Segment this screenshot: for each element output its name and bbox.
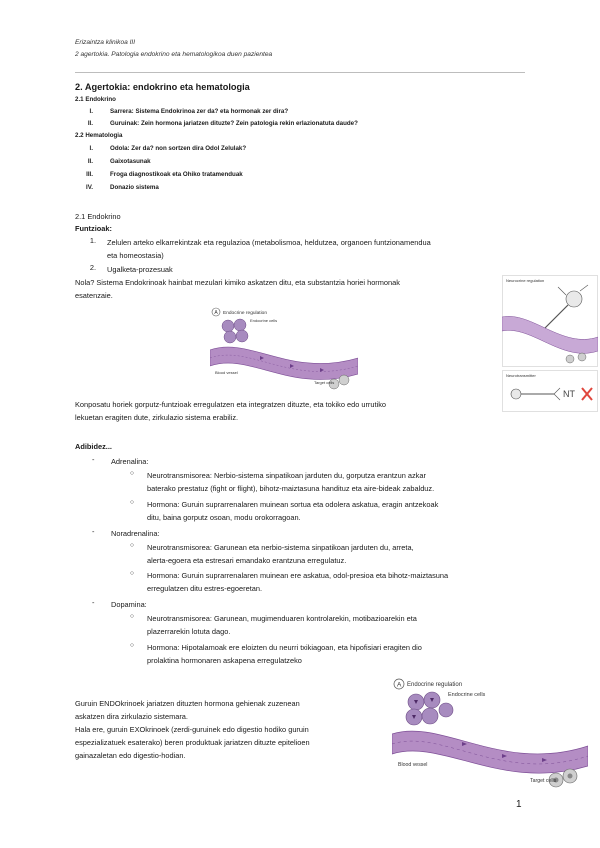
toc-item: Gaixotasunak — [110, 158, 151, 165]
neurocrine-regulation-figure — [502, 275, 598, 367]
figure-label: Neurotransmitter — [506, 373, 536, 378]
endocrine-regulation-figure-large — [392, 676, 588, 794]
label-endocrine-cells: Endocrine cells — [448, 692, 486, 698]
noradrenalina-hormona-cont: erregulatzen ditu estres-egoeretan. — [147, 584, 263, 593]
figure-letter: A — [397, 681, 402, 689]
toc-num: I. — [89, 108, 93, 115]
dash-bullet: - — [92, 598, 95, 607]
nt-label: NT — [563, 389, 575, 399]
label-target-cells: Target cells — [314, 380, 335, 385]
toc-num: III. — [86, 171, 93, 178]
adibidez-label: Adibidez... — [75, 442, 112, 451]
dopamina-hormona: Hormona: Hipotalamoak ere eloizten du neurri txikiagoan, eta hipofisiari eragiten dio — [147, 643, 422, 652]
page-number: 1 — [516, 799, 522, 810]
paragraph-nola: Nola? Sistema Endokrinoak hainbat mezulari kimiko askatzen ditu, eta substantzia horiei hormonak — [75, 278, 400, 287]
figure-title: Endocrine regulation — [407, 682, 463, 688]
endocrine-cells — [406, 692, 453, 725]
adrenalina-hormona: Hormona: Guruin suprarrenalaren muinean sortua eta odolera askatua, eragin antzekoak — [147, 500, 439, 509]
circle-bullet: ○ — [130, 499, 134, 506]
function-item-cont: eta homeostasia) — [107, 251, 164, 260]
dopamina-hormona-cont: prolaktina hormonaren askapena erregulatzeko — [147, 656, 302, 665]
toc-item: Sarrera: Sistema Endokrinoa zer da? eta hormonak zer dira? — [110, 108, 289, 115]
adrenalina-hormona-cont: ditu, baina gorputz osoan, modu orokorragoan. — [147, 513, 301, 522]
page-title: 2. Agertokia: endokrino eta hematologia — [75, 82, 250, 92]
toc-num: I. — [89, 145, 93, 152]
circle-bullet: ○ — [130, 642, 134, 649]
header-rule — [75, 72, 525, 73]
list-number: 2. — [89, 263, 96, 272]
noradrenalina-neurotransmisorea-cont: alerta-egoera eta estresari emandako erantzuna erregulatuz. — [147, 556, 347, 565]
figure-title: Endocrine regulation — [223, 311, 268, 316]
paragraph-nola-cont: esatenzaie. — [75, 291, 113, 300]
function-item: Ugalketa-prozesuak — [107, 265, 173, 274]
circle-bullet: ○ — [130, 570, 134, 577]
circle-bullet: ○ — [130, 470, 134, 477]
endocrine-cells — [222, 319, 248, 343]
endocrine-regulation-figure-small — [210, 306, 358, 394]
adrenalina-neurotransmisorea: Neurotransmisorea: Nerbio-sistema sinpatikoan jarduten du, gorputza erantzun azkar — [147, 471, 426, 480]
paragraph-guruin-line2: askatzen dira zirkulazio sistemara. — [75, 712, 188, 721]
circle-bullet: ○ — [130, 613, 134, 620]
label-blood-vessel: Blood vessel — [215, 370, 238, 375]
list-number: 1. — [89, 236, 96, 245]
toc-item: Guruinak: Zein hormona jariatzen dituzte? Zein patologia rekin erlazionatuta daude? — [110, 120, 358, 127]
toc-section-endokrino: 2.1 Endokrino — [75, 96, 116, 103]
paragraph-guruin-line4: espezializatuek esaterako) beren produktuak jariatzen dituzte epitelioen — [75, 738, 310, 747]
toc-num: II. — [87, 158, 93, 165]
toc-num: IV. — [86, 184, 93, 191]
dash-bullet: - — [92, 527, 95, 536]
dopamina-label: Dopamina: — [111, 600, 147, 609]
toc-item: Odola: Zer da? non sortzen dira Odol Zelulak? — [110, 145, 247, 152]
paragraph-guruin-line3: Hala ere, guruin EXOkrinoek (zerdi-guruinek edo digestio hodiko guruin — [75, 725, 309, 734]
noradrenalina-neurotransmisorea: Neurotransmisorea: Garunean eta nerbio-sistema sinpatikoan jarduten du, arreta, — [147, 543, 414, 552]
funtzioak-label: Funtzioak: — [75, 224, 112, 233]
header-course: Erizaintza klinikoa III — [75, 39, 136, 46]
circle-bullet: ○ — [130, 542, 134, 549]
dopamina-neurotransmisorea-cont: plazerrarekin lotuta dago. — [147, 627, 231, 636]
noradrenalina-label: Noradrenalina: — [111, 529, 160, 538]
paragraph-guruin-line5: gainazaletan edo digestio-hodian. — [75, 751, 186, 760]
paragraph-konposatu-cont: lekuetan eragiten dute, zirkulazio sistema erabiliz. — [75, 413, 239, 422]
toc-section-hematologia: 2.2 Hematologia — [75, 132, 123, 139]
paragraph-guruin: Guruin ENDOkrinoek jariatzen dituzten hormona gehienak zuzenean — [75, 699, 300, 708]
toc-item: Donazio sistema — [110, 184, 159, 191]
adrenalina-label: Adrenalina: — [111, 457, 149, 466]
toc-item: Froga diagnostikoak eta Ohiko tratamenduak — [110, 171, 243, 178]
figure-letter: A — [214, 310, 218, 316]
function-item: Zelulen arteko elkarrekintzak eta regulazioa (metabolismoa, heldutzea, organoen funtzionamendua — [107, 238, 431, 247]
figure-label: Neurocrine regulation — [506, 278, 545, 283]
toc-num: II. — [87, 120, 93, 127]
dash-bullet: - — [92, 455, 95, 464]
label-target-cells: Target cells — [530, 778, 557, 784]
label-blood-vessel: Blood vessel — [398, 762, 428, 768]
neurotransmitter-figure — [502, 370, 598, 412]
header-subtitle: 2 agertokia. Patologia endokrino eta hematologikoa duen pazientea — [75, 51, 273, 58]
dopamina-neurotransmisorea: Neurotransmisorea: Garunean, mugimenduaren kontrolarekin, motibazioarekin eta — [147, 614, 417, 623]
noradrenalina-hormona: Hormona: Guruin suprarrenalaren muinean ere askatua, odol-presioa eta bihotz-maiztasuna — [147, 571, 449, 580]
section-heading: 2.1 Endokrino — [75, 212, 121, 221]
label-endocrine-cells: Endocrine cells — [250, 318, 278, 323]
paragraph-konposatu: Konposatu horiek gorputz-funtzioak erregulatzen eta integratzen dituzte, eta tokiko edo urrutiko — [75, 400, 387, 409]
adrenalina-neurotransmisorea-cont: baterako prestatuz (fight or flight), bihotz-maiztasuna handituz eta aire-bideak zabalduz. — [147, 484, 435, 493]
